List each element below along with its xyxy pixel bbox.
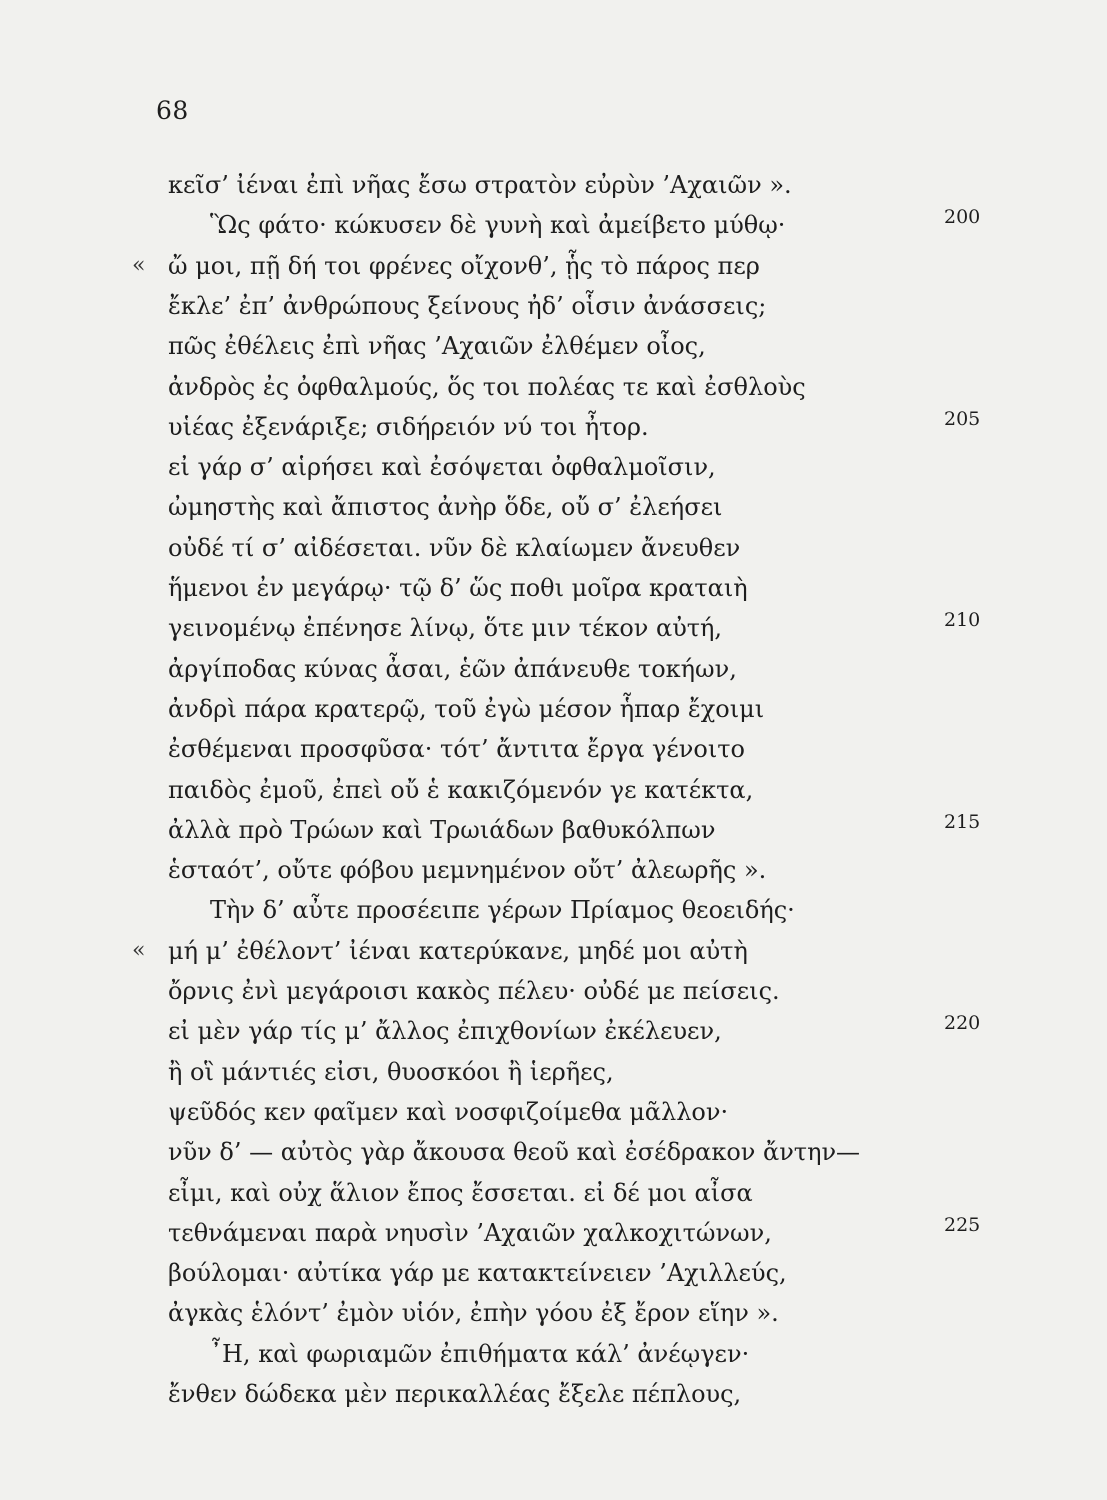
verse-line (168, 286, 968, 326)
verse-text: ἔνθεν δώδεκα μὲν περικαλλέας ἔξελε πέπλους, (168, 1380, 742, 1408)
verse-line (132, 246, 968, 286)
opening-quote-mark: « (132, 937, 146, 963)
verse-text: εἶμι, καὶ οὐχ ἅλιον ἔπος ἔσσεται. εἰ δέ μοι αἶσα (168, 1178, 753, 1207)
verse-text: νῦν δ’ — αὐτὸς γὰρ ἄκουσα θεοῦ καὶ ἐσέδρακον ἄντην— (168, 1138, 861, 1167)
verse-line (168, 1011, 968, 1051)
line-number: 225 (944, 1213, 981, 1236)
verse-line (168, 971, 968, 1011)
verse-text: εἰ γάρ σ’ αἱρήσει καὶ ἐσόψεται ὀφθαλμοῖσιν, (168, 453, 716, 482)
verse-line (168, 649, 968, 689)
verse-line (210, 205, 1010, 245)
verse-line (168, 689, 968, 729)
verse-line (168, 729, 968, 769)
verse-text: ὤ μοι, πῇ δή τοι φρένες οἴχονθ’, ᾗς τὸ πάρος περ (168, 251, 760, 280)
verse-line (168, 568, 968, 608)
verse-line (168, 447, 968, 487)
verse-text: κεῖσ’ ἰέναι ἐπὶ νῆας ἔσω στρατὸν εὐρὺν ’Αχαιῶν ». (168, 171, 792, 199)
verse-text: ἥμενοι ἐν μεγάρῳ· τῷ δ’ ὥς ποθι μοῖρα κραταιὴ (168, 574, 748, 602)
verse-text: Τὴν δ’ αὖτε προσέειπε γέρων Πρίαμος θεοειδής· (210, 896, 795, 925)
verse-text: ῏Η, καὶ φωριαμῶν ἐπιθήματα κάλ’ ἀνέῳγεν· (210, 1339, 750, 1368)
verse-line (168, 1374, 968, 1414)
verse-text: ψεῦδός κεν φαῖμεν καὶ νοσφιζοίμεθα μᾶλλον· (168, 1097, 729, 1126)
verse-line (168, 810, 968, 850)
verse-line (168, 528, 968, 568)
verse-text: οὐδέ τί σ’ αἰδέσεται. νῦν δὲ κλαίωμεν ἄνευθεν (168, 533, 741, 562)
verse-line (168, 1253, 968, 1293)
verse-line (168, 1213, 968, 1253)
verse-line (210, 1334, 1010, 1374)
line-number: 210 (944, 609, 981, 632)
verse-line (168, 770, 968, 810)
verse-text: υἱέας ἐξενάριξε; σιδήρειόν νύ τοι ἦτορ. (168, 412, 649, 441)
line-number: 200 (944, 206, 981, 229)
verse-text: ἐσθέμεναι προσφῦσα· τότ’ ἄντιτα ἔργα γένοιτο (168, 735, 745, 764)
verse-text: ἑσταότ’, οὔτε φόβου μεμνημένον οὔτ’ ἀλεωρῆς ». (168, 856, 767, 885)
opening-quote-mark: « (132, 252, 146, 278)
verse-text: ἀργίποδας κύνας ἆσαι, ἑῶν ἀπάνευθε τοκήων, (168, 654, 737, 683)
verse-text: βούλομαι· αὐτίκα γάρ με κατακτείνειεν ’Αχιλλεύς, (168, 1259, 787, 1288)
verse-line (210, 890, 1010, 930)
verse-line (168, 1132, 968, 1172)
verse-line (168, 407, 968, 447)
verse-text: ὠμηστὴς καὶ ἄπιστος ἀνὴρ ὅδε, οὔ σ’ ἐλεήσει (168, 493, 723, 522)
verse-line (168, 608, 968, 648)
verse-line (168, 367, 968, 407)
line-number: 215 (944, 810, 981, 833)
verse-line (168, 165, 968, 205)
verse-line (168, 1092, 968, 1132)
verse-text: ἔκλε’ ἐπ’ ἀνθρώπους ξείνους ἠδ’ οἷσιν ἀνάσσεις; (168, 291, 767, 320)
verse-text: μή μ’ ἐθέλοντ’ ἰέναι κατερύκανε, μηδέ μοι αὐτὴ (168, 936, 748, 965)
verse-text: ἀνδρὸς ἐς ὀφθαλμούς, ὅς τοι πολέας τε καὶ ἐσθλοὺς (168, 372, 806, 401)
verse-line (168, 326, 968, 366)
line-number: 220 (944, 1012, 981, 1035)
verse-text: γεινομένῳ ἐπένησε λίνῳ, ὅτε μιν τέκον αὐτή, (168, 614, 723, 643)
verse-line (168, 850, 968, 890)
verse-text: Ὣς φάτο· κώκυσεν δὲ γυνὴ καὶ ἀμείβετο μύθῳ· (210, 211, 786, 240)
verse-text: ἀγκὰς ἑλόντ’ ἐμὸν υἱόν, ἐπὴν γόου ἐξ ἔρον εἵην ». (168, 1299, 779, 1328)
verse-text: εἰ μὲν γάρ τίς μ’ ἄλλος ἐπιχθονίων ἐκέλευεν, (168, 1017, 722, 1046)
verse-line (168, 487, 968, 527)
verse-text: ἀλλὰ πρὸ Τρώων καὶ Τρωιάδων βαθυκόλπων (168, 815, 716, 844)
verse-text: τεθνάμεναι παρὰ νηυσὶν ’Αχαιῶν χαλκοχιτώνων, (168, 1218, 772, 1247)
verse-text: ἀνδρὶ πάρα κρατερῷ, τοῦ ἐγὼ μέσον ἧπαρ ἔχοιμι (168, 694, 765, 723)
verse-text: ὄρνις ἐνὶ μεγάροισι κακὸς πέλευ· οὐδέ με πείσεις. (168, 977, 780, 1005)
verse-line (168, 1173, 968, 1213)
verse-text: παιδὸς ἐμοῦ, ἐπεὶ οὔ ἑ κακιζόμενόν γε κατέκτα, (168, 775, 754, 804)
verse-text: πῶς ἐθέλεις ἐπὶ νῆας ’Αχαιῶν ἐλθέμεν οἶος, (168, 332, 706, 361)
line-number: 205 (944, 407, 981, 430)
verse-line (132, 931, 968, 971)
verse-text: ἢ οἳ μάντιές εἰσι, θυοσκόοι ἢ ἱερῆες, (168, 1057, 614, 1086)
page-number: 68 (156, 96, 189, 125)
verse-line (168, 1293, 968, 1333)
verse-line (168, 1052, 968, 1092)
